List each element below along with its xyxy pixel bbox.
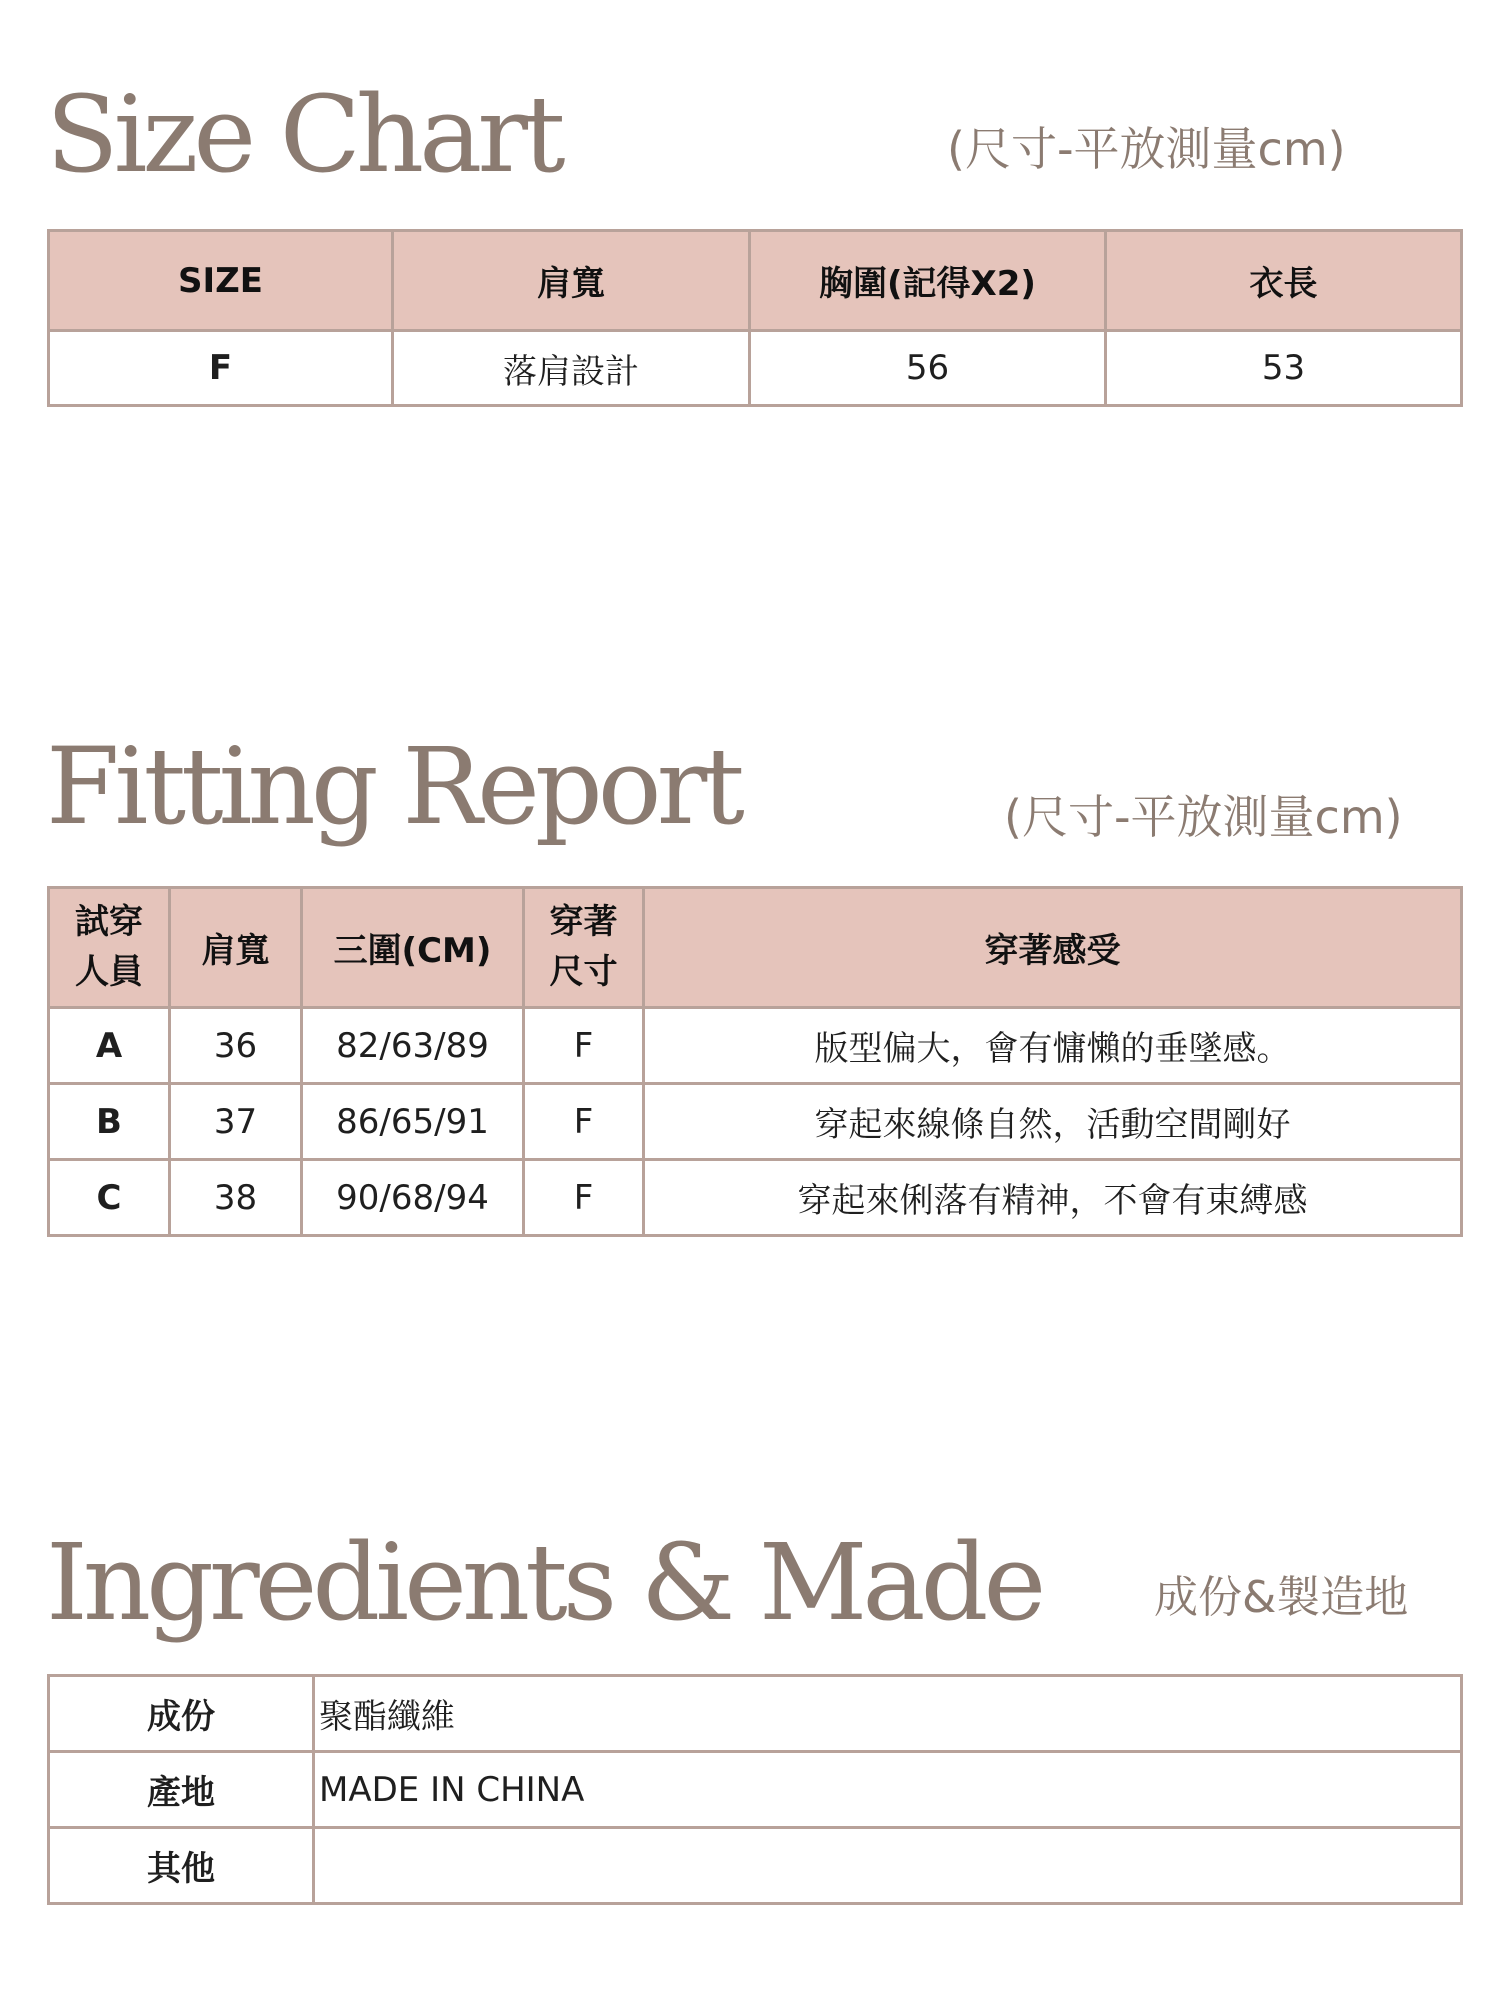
- fit-cell-tester: B: [49, 1084, 170, 1160]
- fitting-report-note: (尺寸-平放測量cm): [1004, 790, 1403, 844]
- ingredient-label-origin: 產地: [49, 1752, 314, 1828]
- ingredients-table: [47, 1674, 1463, 1905]
- size-chart-title: Size Chart: [46, 73, 561, 196]
- ingredients-note: 成份&製造地: [1154, 1572, 1409, 1623]
- size-cell-size: F: [49, 331, 393, 406]
- fit-header-tester-line2: 人員: [75, 951, 143, 992]
- fit-cell-feeling: 穿起來俐落有精神，不會有束縛感: [644, 1160, 1462, 1236]
- table-row: [49, 331, 1462, 406]
- ingredient-value-material: 聚酯纖維: [314, 1676, 1462, 1752]
- ingredients-title: Ingredients & Made: [46, 1521, 1042, 1644]
- ingredient-label-material: 成份: [49, 1676, 314, 1752]
- fitting-header-row: [49, 888, 1462, 1008]
- fit-cell-tester: C: [49, 1160, 170, 1236]
- table-row: [49, 1084, 1462, 1160]
- ingredient-label-other: 其他: [49, 1828, 314, 1904]
- size-chart-note: (尺寸-平放測量cm): [947, 122, 1346, 176]
- table-row: [49, 1160, 1462, 1236]
- fit-header-size: [524, 888, 644, 1008]
- fitting-report-table: [47, 886, 1463, 1237]
- fit-cell-tester: A: [49, 1008, 170, 1084]
- fit-header-size-line1: 穿著: [549, 902, 618, 943]
- size-chart-table: [47, 229, 1463, 407]
- fit-cell-shoulder: 36: [170, 1008, 302, 1084]
- ingredient-value-origin: MADE IN CHINA: [314, 1752, 1462, 1828]
- fit-cell-size: F: [524, 1160, 644, 1236]
- table-row: [49, 1008, 1462, 1084]
- fit-header-feeling: 穿著感受: [644, 888, 1462, 1008]
- size-cell-length: 53: [1106, 331, 1462, 406]
- size-header-size: SIZE: [49, 231, 393, 331]
- fit-cell-measurements: 82/63/89: [302, 1008, 524, 1084]
- fit-cell-size: F: [524, 1084, 644, 1160]
- fit-cell-measurements: 86/65/91: [302, 1084, 524, 1160]
- table-row: [49, 1828, 1462, 1904]
- fit-header-measurements: 三圍(CM): [302, 888, 524, 1008]
- table-row: [49, 1752, 1462, 1828]
- fit-cell-shoulder: 38: [170, 1160, 302, 1236]
- fit-header-tester: [49, 888, 170, 1008]
- table-row: [49, 1676, 1462, 1752]
- fit-cell-measurements: 90/68/94: [302, 1160, 524, 1236]
- size-chart-header-row: [49, 231, 1462, 331]
- fit-header-size-line2: 尺寸: [549, 951, 618, 992]
- size-cell-chest: 56: [750, 331, 1106, 406]
- size-header-length: 衣長: [1106, 231, 1462, 331]
- fit-cell-shoulder: 37: [170, 1084, 302, 1160]
- fit-cell-feeling: 穿起來線條自然，活動空間剛好: [644, 1084, 1462, 1160]
- size-header-shoulder: 肩寬: [393, 231, 750, 331]
- fit-header-shoulder: 肩寬: [170, 888, 302, 1008]
- ingredient-value-other: [314, 1828, 1462, 1904]
- size-header-chest: 胸圍(記得X2): [750, 231, 1106, 331]
- fitting-report-title: Fitting Report: [46, 725, 740, 848]
- fit-header-tester-line1: 試穿: [75, 902, 143, 943]
- size-cell-shoulder: 落肩設計: [393, 331, 750, 406]
- fit-cell-feeling: 版型偏大，會有慵懶的垂墜感。: [644, 1008, 1462, 1084]
- fit-cell-size: F: [524, 1008, 644, 1084]
